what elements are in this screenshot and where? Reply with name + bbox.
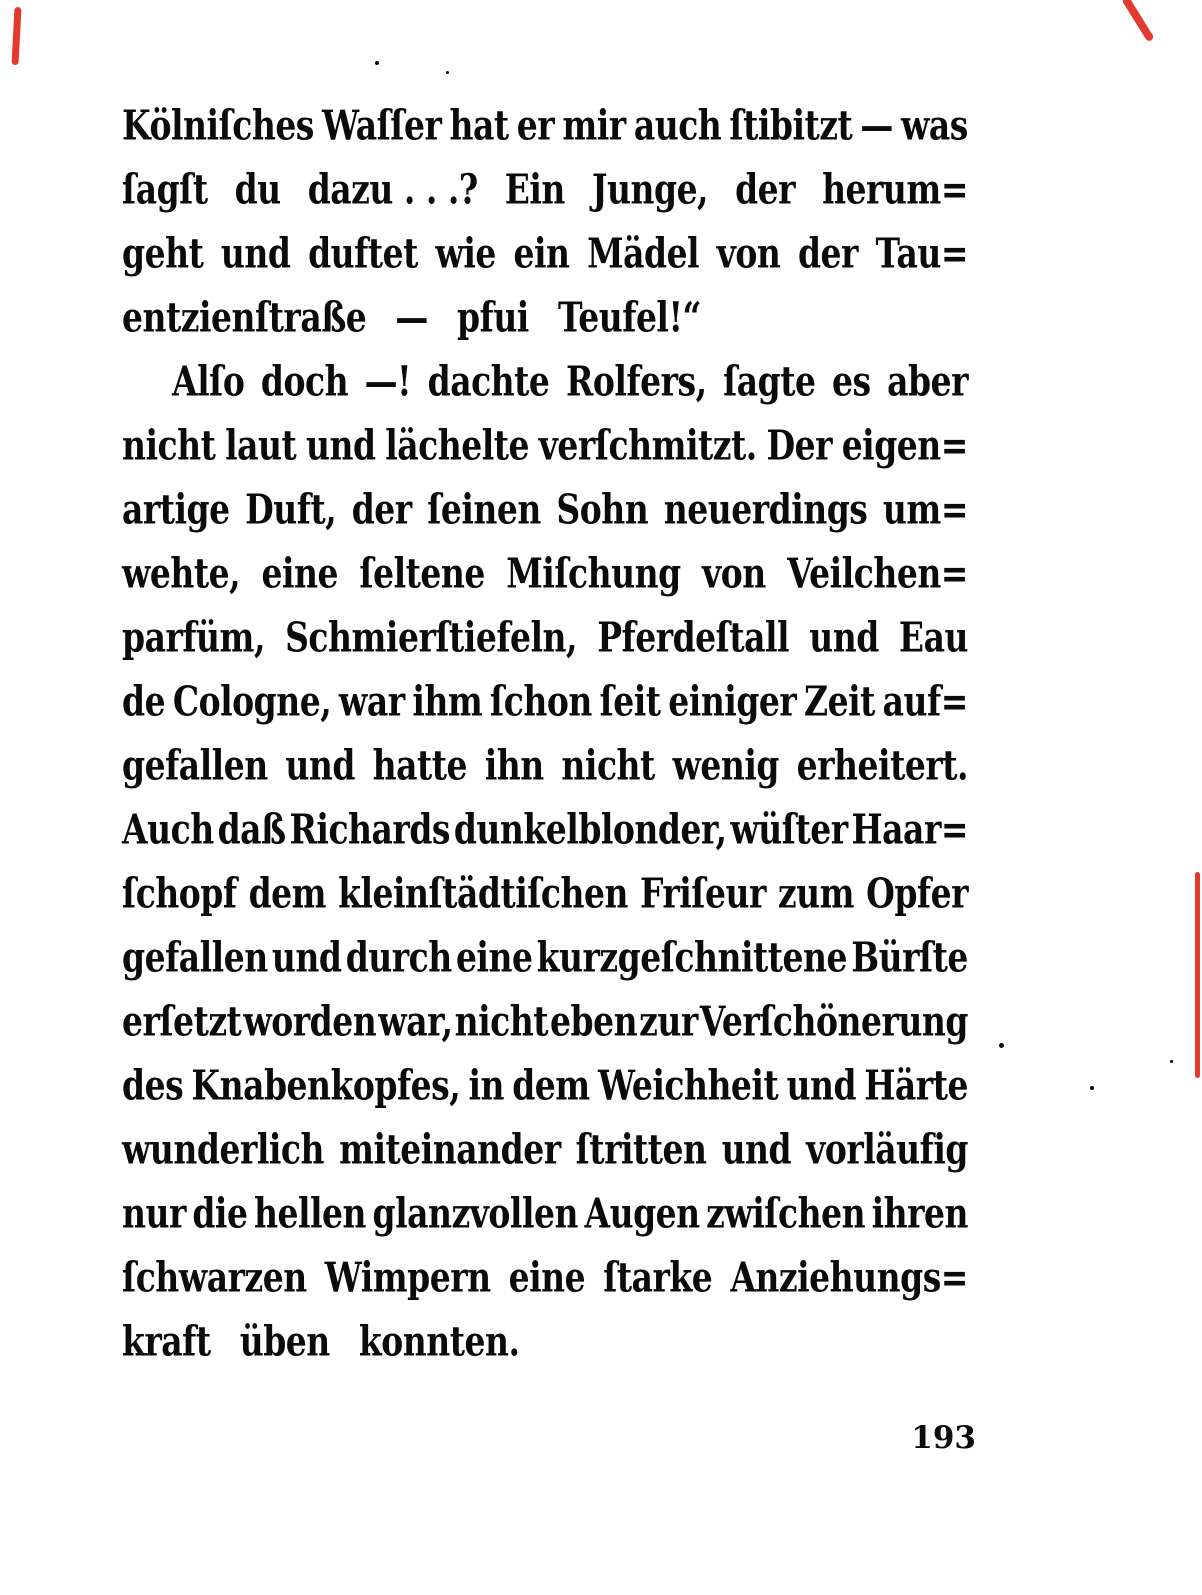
word: Kölniſches xyxy=(122,101,314,150)
word: war, xyxy=(378,997,453,1046)
word: herum= xyxy=(822,165,968,214)
word: die xyxy=(192,1189,248,1238)
word: nicht xyxy=(122,421,216,470)
word: auch xyxy=(633,101,722,150)
word: Eau xyxy=(898,613,968,662)
word: ſtarke xyxy=(603,1253,713,1302)
red-scan-mark-right-edge xyxy=(1195,872,1200,1078)
word: ſeit xyxy=(599,677,661,726)
word: verſchmitzt. xyxy=(538,421,757,470)
word: der xyxy=(735,165,796,214)
word: de xyxy=(122,677,166,726)
word: Pferdeſtall xyxy=(597,613,790,662)
word: ſchon xyxy=(490,677,592,726)
word: mir xyxy=(562,101,626,150)
word: ſeinen xyxy=(427,485,541,534)
word: Sohn xyxy=(556,485,649,534)
scan-speck xyxy=(999,1043,1004,1048)
word: der xyxy=(351,485,412,534)
word: und xyxy=(809,613,879,662)
word: Rolfers, xyxy=(565,357,707,406)
word: Zeit xyxy=(804,677,875,726)
word: glanzvollen xyxy=(372,1189,578,1238)
word: und xyxy=(285,741,355,790)
word: daß xyxy=(217,805,286,854)
word: dem xyxy=(512,1061,590,1110)
word: Haar= xyxy=(851,805,968,854)
word: was xyxy=(901,101,968,150)
word: Cologne, xyxy=(172,677,332,726)
word: zur xyxy=(639,997,698,1046)
word: der xyxy=(797,229,858,278)
word: dachte xyxy=(427,357,550,406)
word: Knabenkopfes, xyxy=(191,1061,461,1110)
word: wie xyxy=(435,229,496,278)
word: eine xyxy=(261,549,339,598)
word: Veilchen= xyxy=(787,549,968,598)
word: doch xyxy=(260,357,349,406)
word: Härte xyxy=(864,1061,968,1110)
word: Mädel xyxy=(587,229,700,278)
word: neuerdings xyxy=(663,485,868,534)
word: eine xyxy=(508,1253,586,1302)
word: und xyxy=(220,229,291,278)
red-scan-mark-top-right xyxy=(1121,0,1154,42)
word: geht xyxy=(122,229,204,278)
word: wehte, xyxy=(122,549,241,598)
word: Verſchönerung xyxy=(699,997,968,1046)
word: Junge, xyxy=(591,165,709,214)
word: dunkelblonder, xyxy=(453,805,727,854)
word: laut xyxy=(225,421,297,470)
word: parfüm, xyxy=(122,613,265,662)
word: kleinſtädtiſchen xyxy=(338,869,628,918)
word: nicht xyxy=(454,997,548,1046)
word: zwiſchen xyxy=(706,1189,866,1238)
word: ſagte xyxy=(723,357,816,406)
word: ein xyxy=(513,229,570,278)
word: ihn xyxy=(484,741,544,790)
word: Wimpern xyxy=(324,1253,491,1302)
word: ſagſt xyxy=(122,165,208,214)
word: Weichheit xyxy=(597,1061,779,1110)
word: erſetzt xyxy=(122,997,242,1046)
word: Der xyxy=(766,421,832,470)
word: Waſſer xyxy=(322,101,442,150)
word: ihm xyxy=(412,677,483,726)
word: hatte xyxy=(372,741,468,790)
word: gefallen xyxy=(122,933,268,982)
word: Opfer xyxy=(866,869,968,918)
word: und xyxy=(305,421,376,470)
word: wüſter xyxy=(730,805,848,854)
word: und xyxy=(271,933,342,982)
word: Anziehungs= xyxy=(730,1253,968,1302)
word: Miſchung xyxy=(506,549,681,598)
word: er xyxy=(516,101,555,150)
word: des xyxy=(122,1061,184,1110)
word: auf= xyxy=(882,677,968,726)
word: und xyxy=(721,1125,792,1174)
red-scan-mark-top-left xyxy=(11,7,21,65)
word: war xyxy=(338,677,405,726)
word: dem xyxy=(248,869,327,918)
word: dazu . . .? xyxy=(307,165,478,214)
scan-speck xyxy=(1170,1060,1173,1063)
word: kurzgeſchnittene xyxy=(536,933,848,982)
word: — xyxy=(860,101,893,150)
word: Tau= xyxy=(875,229,968,278)
word: und xyxy=(786,1061,857,1110)
word: einiger xyxy=(668,677,797,726)
text-line: entzienſtraße — pfui Teufel!“ xyxy=(122,293,701,342)
text-line: kraft üben konnten. xyxy=(122,1317,520,1366)
word: Auch xyxy=(122,805,214,854)
word: in xyxy=(468,1061,504,1110)
word: hellen xyxy=(253,1189,367,1238)
word: gefallen xyxy=(122,741,268,790)
word: miteinander xyxy=(339,1125,561,1174)
word: eigen= xyxy=(841,421,968,470)
word: worden xyxy=(243,997,377,1046)
word: du xyxy=(234,165,281,214)
word: artige xyxy=(122,485,230,534)
word: aber xyxy=(887,357,968,406)
word: Ein xyxy=(504,165,565,214)
word: Richards xyxy=(289,805,450,854)
word: Duft, xyxy=(245,485,337,534)
word: nur xyxy=(122,1189,186,1238)
word: von xyxy=(716,229,781,278)
word: ſchwarzen xyxy=(122,1253,307,1302)
word: vorläufig xyxy=(806,1125,968,1174)
word: wenig xyxy=(672,741,779,790)
word: durch xyxy=(345,933,452,982)
word: ſtritten xyxy=(575,1125,707,1174)
word: es xyxy=(832,357,871,406)
word: ſchopf xyxy=(122,869,237,918)
scan-speck xyxy=(446,71,449,74)
word: eben xyxy=(550,997,638,1046)
word: um= xyxy=(882,485,968,534)
word: hat xyxy=(449,101,509,150)
word: Alſo xyxy=(172,357,245,406)
word: zum xyxy=(777,869,855,918)
word: Bürſte xyxy=(851,933,968,982)
word: ſeltene xyxy=(359,549,485,598)
body-text xyxy=(122,94,968,1374)
word: lächelte xyxy=(385,421,530,470)
word: —! xyxy=(364,357,412,406)
word: Friſeur xyxy=(640,869,766,918)
word: duftet xyxy=(308,229,418,278)
scan-speck xyxy=(375,61,379,65)
scan-speck xyxy=(1090,1086,1094,1090)
word: ſtibitzt xyxy=(729,101,853,150)
word: ihren xyxy=(871,1189,968,1238)
word: Augen xyxy=(584,1189,700,1238)
word: eine xyxy=(455,933,533,982)
word: nicht xyxy=(561,741,655,790)
word: wunderlich xyxy=(122,1125,325,1174)
word: erheitert. xyxy=(796,741,968,790)
word: von xyxy=(702,549,766,598)
word: Schmierſtiefeln, xyxy=(285,613,578,662)
page-number: 193 xyxy=(911,1420,976,1456)
